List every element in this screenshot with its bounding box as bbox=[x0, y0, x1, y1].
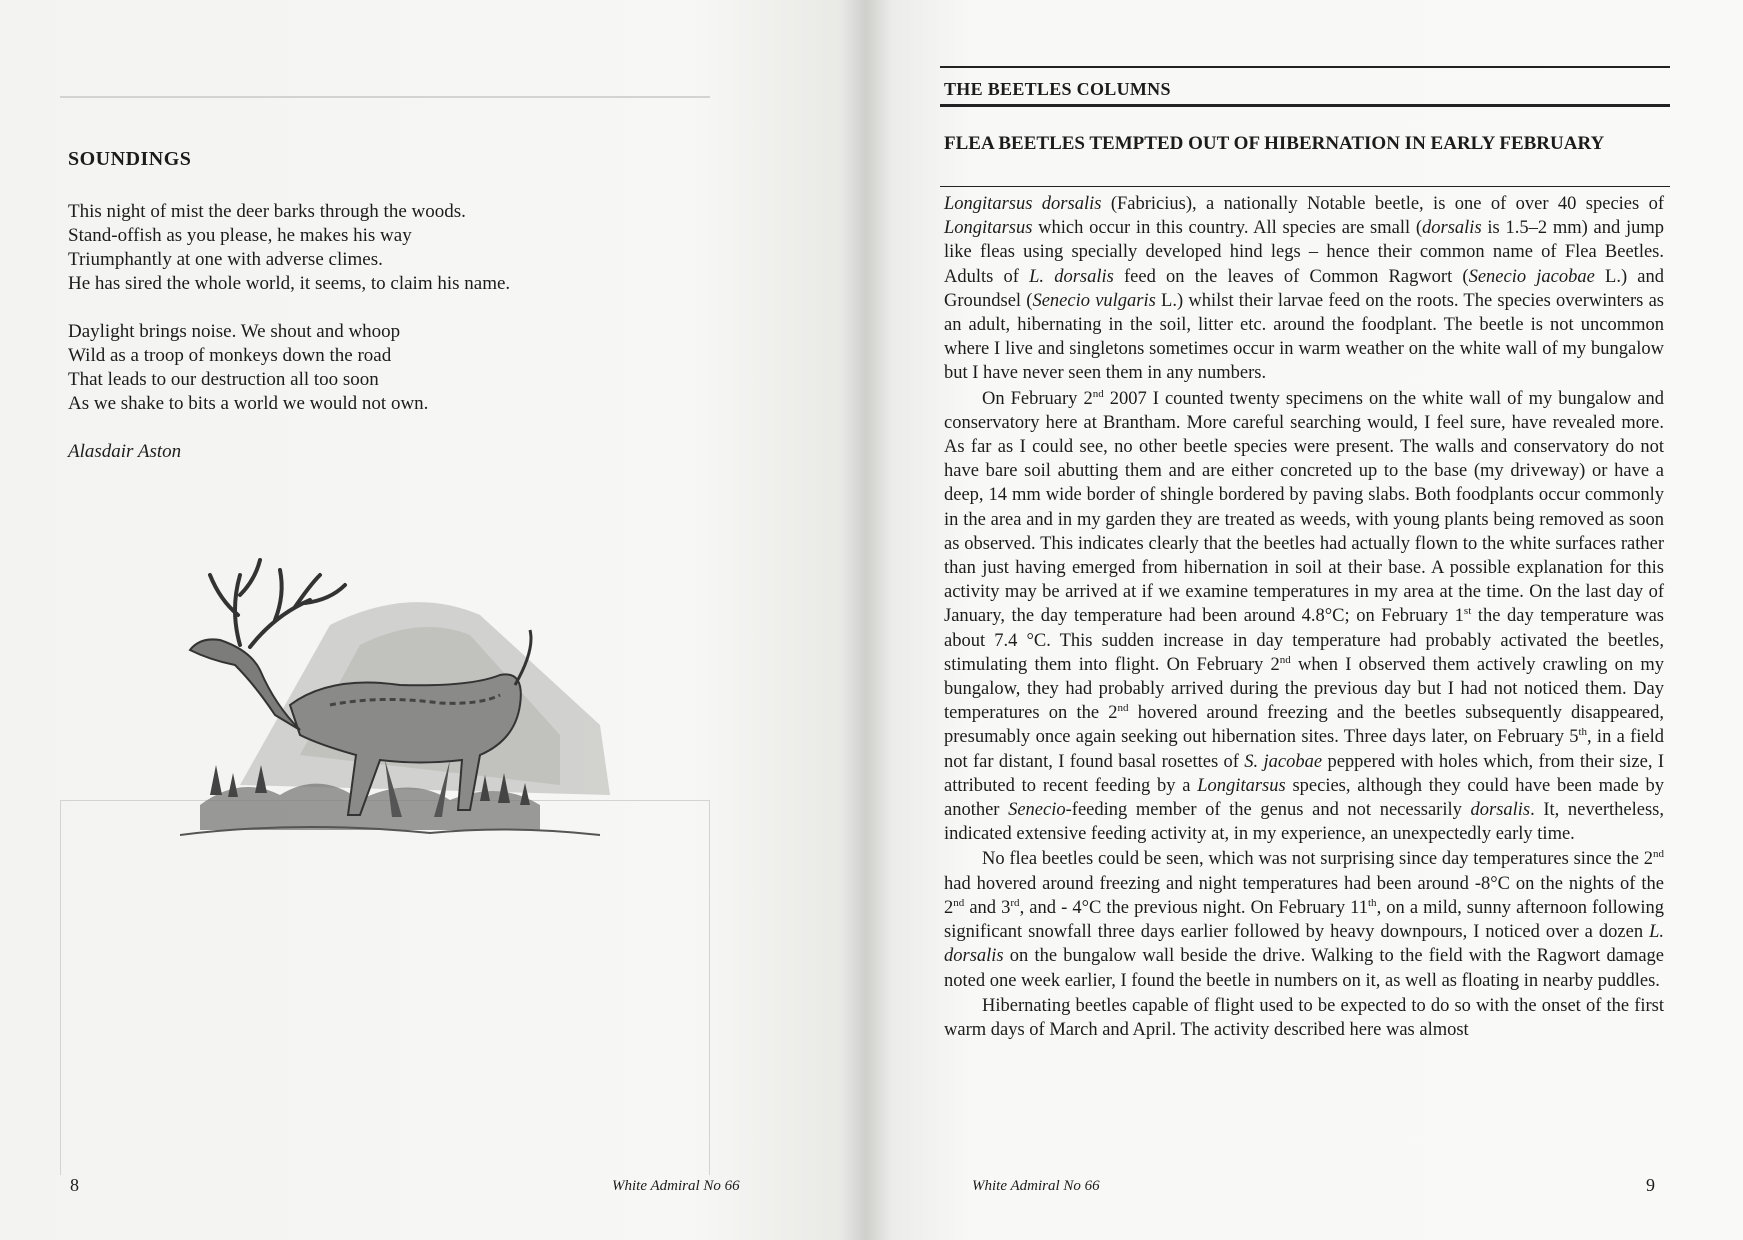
poem-author: Alasdair Aston bbox=[68, 441, 182, 462]
poem-title: SOUNDINGS bbox=[68, 148, 192, 170]
poem-line: This night of mist the deer barks through the woods. bbox=[68, 201, 466, 222]
text-run: hovered around freezing and the beetles subsequently disappeared, presumably once again seeking out hibernation sites. Three days later, on February 5 bbox=[944, 703, 1665, 748]
article-paragraph bbox=[944, 387, 1664, 847]
poem-stanza-2 bbox=[68, 320, 428, 416]
text-run: , on a mild, sunny afternoon following significant snowfall three days earlier followed by heavy downpours, I noticed over a dozen bbox=[944, 897, 1664, 943]
text-run: 2007 I counted twenty specimens on the white wall of my bungalow and conservatory here at Brantham. More careful searching would, I feel sure, have revealed more. As far as I could see, no other beetle species were present. The walls and conservatory do not have bare soil abutting them and are either concreted up to the base (my driveway) or have a deep, 14 mm wide border of shingle bordered by paving slabs. Both foodplants occur commonly in the area and in my garden they are treated as weeds, with young plants being removed as soon as observed. This indicates clearly that the beetles had actually flown to the white surfaces rather than just having emerged from hibernation in soil at their base. A possible explanation for this activity may be arrived at if we examine temperatures in my area at the time. On the last day of January, the day temperature had been around 4.8°C; on February 1 bbox=[944, 388, 1664, 627]
italic-run: S. jacobae bbox=[1244, 751, 1323, 772]
top-rule bbox=[940, 66, 1670, 68]
poem-line: That leads to our destruction all too soon bbox=[68, 369, 379, 390]
text-run: when I observed them actively crawling on my bungalow, they had probably arrived during the previous day but I had not noticed them. Day temperatures on the 2 bbox=[944, 654, 1665, 724]
text-run: On February 2 bbox=[982, 388, 1093, 409]
article-title-rule bbox=[940, 186, 1670, 187]
poem-line: Stand-offish as you please, he makes his way bbox=[68, 225, 412, 246]
italic-run: Senecio jacobae bbox=[1468, 266, 1595, 287]
text-run: , in a field not far distant, I found basal rosettes of bbox=[944, 727, 1664, 772]
italic-run: Senecio vulgaris bbox=[1032, 290, 1156, 311]
text-run: Hibernating beetles capable of flight used to be expected to do so with the onset of the first warm days of March and April. The activity described here was almost bbox=[944, 995, 1664, 1040]
ordinal-suffix: nd bbox=[1092, 387, 1104, 400]
show-through-rule bbox=[709, 800, 710, 1175]
italic-run: L. dorsalis bbox=[1029, 266, 1114, 287]
deer-illustration bbox=[180, 555, 620, 875]
text-run: on the bungalow wall beside the drive. Walking to the field with the Ragwort damage noted one week earlier, I found the beetle in numbers on it, as well as floating in nearby puddles. bbox=[944, 946, 1664, 991]
text-run: species, although they could have been made by another bbox=[944, 775, 1664, 821]
ordinal-suffix: nd bbox=[1117, 702, 1129, 715]
poem-stanza-1 bbox=[68, 200, 510, 296]
italic-run: dorsalis bbox=[1470, 800, 1531, 821]
text-run: No flea beetles could be seen, which was not surprising since day temperatures since the 2 bbox=[982, 849, 1653, 870]
text-run: the day temperature was about 7.4 °C. This sudden increase in day temperature had probably activated the beetles, stimulating them into flight. On February 2 bbox=[944, 606, 1664, 675]
footer-journal-title: White Admiral No 66 bbox=[972, 1178, 1100, 1194]
text-run: L.) and Groundsel ( bbox=[944, 266, 1664, 311]
italic-run: L. dorsalis bbox=[944, 922, 1664, 967]
poem-line: As we shake to bits a world we would not own. bbox=[68, 393, 429, 414]
ordinal-suffix: th bbox=[1578, 726, 1588, 739]
poem-line: Daylight brings noise. We shout and whoop bbox=[68, 321, 401, 342]
ordinal-suffix: st bbox=[1463, 605, 1472, 618]
footer-journal-title: White Admiral No 66 bbox=[612, 1178, 740, 1194]
show-through-rule bbox=[60, 96, 710, 98]
article-body bbox=[944, 192, 1664, 1042]
text-run: peppered with holes which, from their size, I attributed to recent feeding by a bbox=[944, 751, 1665, 796]
ordinal-suffix: nd bbox=[953, 896, 965, 909]
left-page bbox=[0, 0, 866, 1240]
poem-line: Triumphantly at one with adverse climes. bbox=[68, 249, 383, 270]
text-run: -feeding member of the genus and not necessarily bbox=[1065, 800, 1471, 821]
ordinal-suffix: th bbox=[1368, 896, 1377, 909]
section-rule bbox=[940, 104, 1670, 107]
italic-run: dorsalis bbox=[1422, 218, 1482, 239]
poem-line: Wild as a troop of monkeys down the road bbox=[68, 345, 392, 366]
article-title: FLEA BEETLES TEMPTED OUT OF HIBERNATION IN EARLY FEBRUARY bbox=[944, 133, 1605, 154]
italic-run: Longitarsus bbox=[1197, 775, 1286, 796]
article-paragraph bbox=[944, 847, 1664, 992]
text-run: and 3 bbox=[964, 897, 1011, 918]
show-through-rule bbox=[60, 800, 61, 1175]
italic-run: Longitarsus bbox=[944, 218, 1033, 239]
article-paragraph bbox=[944, 192, 1664, 386]
ordinal-suffix: nd bbox=[1653, 848, 1664, 861]
text-run: is 1.5–2 mm) and jump like fleas using specially developed hind legs – hence their common name of Flea Beetles. Adults of bbox=[944, 218, 1664, 287]
ordinal-suffix: nd bbox=[1279, 653, 1291, 666]
text-run: had hovered around freezing and night temperatures had been around -8°C on the nights of the 2 bbox=[944, 873, 1664, 918]
section-title: THE BEETLES COLUMNS bbox=[944, 79, 1171, 99]
article-paragraph bbox=[944, 994, 1664, 1042]
page-number: 8 bbox=[70, 1175, 79, 1195]
text-run: which occur in this country. All species are small ( bbox=[1032, 218, 1423, 239]
text-run: , and - 4°C the previous night. On February 11 bbox=[1019, 897, 1368, 918]
text-run: feed on the leaves of Common Ragwort ( bbox=[1113, 266, 1469, 287]
text-run: . It, nevertheless, indicated extensive feeding activity at, in my experience, an unexpectedly early time. bbox=[944, 800, 1664, 845]
text-run: (Fabricius), a nationally Notable beetle, is one of over 40 species of bbox=[1101, 194, 1665, 214]
ordinal-suffix: rd bbox=[1010, 896, 1020, 909]
page-number: 9 bbox=[1646, 1175, 1655, 1195]
text-run: L.) whilst their larvae feed on the roots. The species overwinters as an adult, hibernating in the soil, litter etc. around the foodplant. The beetle is not uncommon where I live and singletons sometimes occur in warm weather on the white wall of my bungalow but I have never seen them in any numbers. bbox=[944, 290, 1664, 384]
italic-run: Longitarsus dorsalis bbox=[944, 194, 1102, 214]
italic-run: Senecio bbox=[1008, 800, 1066, 821]
poem-line: He has sired the whole world, it seems, to claim his name. bbox=[68, 273, 511, 294]
